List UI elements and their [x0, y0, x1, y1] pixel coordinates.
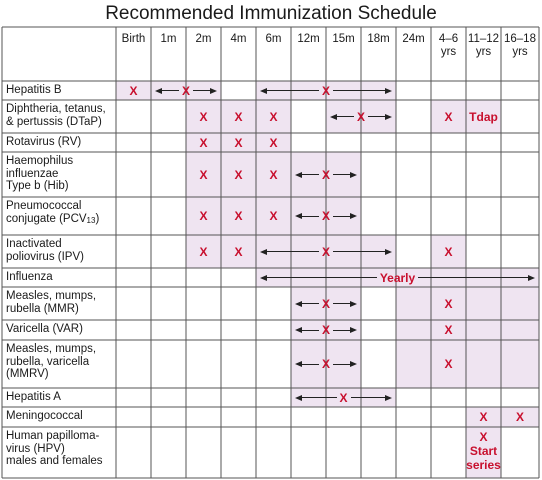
schedule-fill [396, 340, 539, 388]
vaccine-name: Hepatitis A [6, 391, 61, 403]
range-label: X [322, 323, 331, 337]
range-line [302, 174, 319, 175]
range-line [302, 303, 319, 304]
range-label: X [182, 83, 191, 98]
arrow-right-icon [528, 275, 535, 281]
arrow-left-icon [295, 327, 302, 333]
range-line [267, 90, 319, 91]
vaccine-name: Hepatitis B [6, 84, 62, 96]
age-column-header [466, 33, 501, 58]
arrow-left-icon [295, 172, 302, 178]
dose-mark: X [269, 167, 278, 182]
range-line [333, 174, 350, 175]
age-column-header: 18m [367, 33, 390, 45]
age-column-header: 6m [265, 33, 282, 45]
dose-mark: X [199, 167, 208, 182]
dose-range [295, 391, 392, 405]
dose-range [295, 297, 357, 311]
arrow-left-icon [260, 249, 267, 255]
arrow-left-icon [155, 88, 162, 94]
vaccine-name: Human papilloma- virus (HPV) males and females [6, 430, 103, 467]
arrow-left-icon [295, 361, 302, 367]
age-column-header [431, 33, 466, 58]
range-label: X [322, 357, 331, 371]
range-line [351, 397, 386, 398]
arrow-right-icon [385, 88, 392, 94]
dose-mark: X [199, 135, 208, 150]
dose-label: Tdap [469, 109, 498, 124]
range-line [302, 397, 337, 398]
dose-mark: X [444, 357, 453, 371]
arrow-right-icon [210, 88, 217, 94]
age-column-header: 1m [160, 33, 177, 45]
dose-mark: X [234, 135, 243, 150]
hpv-series-label: X Start series [466, 430, 501, 472]
age-column-header: 4m [230, 33, 247, 45]
dose-mark: X [269, 209, 278, 223]
vaccine-name: Haemophilus influenzae Type b (Hib) [6, 155, 74, 192]
range-line [333, 90, 385, 91]
age-unit: yrs [512, 45, 528, 58]
arrow-right-icon [350, 327, 357, 333]
range-line [267, 251, 319, 252]
arrow-right-icon [385, 395, 392, 401]
schedule-fill [396, 320, 539, 340]
dose-mark: X [234, 244, 243, 259]
age-value: 11–12 [467, 33, 500, 45]
dose-mark: X [234, 109, 243, 124]
arrow-right-icon [350, 172, 357, 178]
range-line [302, 216, 319, 217]
dose-range [260, 271, 535, 285]
range-line [418, 277, 528, 278]
arrow-left-icon [260, 88, 267, 94]
dose-mark: X [269, 135, 278, 150]
range-label: X [339, 390, 348, 405]
dose-mark: X [199, 109, 208, 124]
range-line [333, 251, 385, 252]
arrow-right-icon [350, 213, 357, 219]
dose-mark: X [515, 410, 524, 424]
arrow-right-icon [350, 361, 357, 367]
range-line [337, 116, 354, 117]
dose-range [295, 323, 357, 337]
age-column-header: Birth [121, 33, 146, 45]
schedule-fill [396, 287, 539, 320]
vaccine-name: Measles, mumps, rubella, varicella (MMRV) [6, 343, 97, 380]
arrow-right-icon [350, 301, 357, 307]
dose-mark: X [234, 167, 243, 182]
range-line [162, 90, 179, 91]
dose-range [295, 357, 357, 371]
age-unit: yrs [475, 45, 492, 58]
vaccine-name: Measles, mumps, rubella (MMR) [6, 290, 97, 315]
dose-mark: X [199, 209, 208, 223]
dose-mark: X [444, 244, 453, 259]
vaccine-name: Influenza [6, 271, 53, 283]
range-line [333, 330, 350, 331]
arrow-right-icon [385, 114, 392, 120]
range-line [267, 277, 377, 278]
age-value: 4–6 [438, 33, 459, 45]
age-value: 16–18 [504, 33, 536, 45]
range-label: X [322, 83, 331, 98]
arrow-left-icon [295, 395, 302, 401]
dose-mark: X [129, 83, 138, 98]
dose-mark: X [234, 209, 243, 223]
dose-mark: X [199, 244, 208, 259]
range-label: X [322, 296, 331, 311]
dose-mark: X [479, 410, 488, 424]
range-label: X [322, 209, 331, 223]
dose-mark: X [444, 109, 453, 124]
range-line [193, 90, 210, 91]
arrow-right-icon [385, 249, 392, 255]
dose-range [155, 84, 217, 98]
vaccine-name: Inactivated poliovirus (IPV) [6, 238, 84, 263]
arrow-left-icon [295, 301, 302, 307]
dose-range [260, 84, 392, 98]
range-label: X [357, 109, 366, 124]
dose-range [295, 168, 357, 182]
range-line [302, 364, 319, 365]
age-column-header [501, 33, 539, 58]
vaccine-name: Diphtheria, tetanus, & pertussis (DTaP) [6, 103, 106, 128]
arrow-left-icon [330, 114, 337, 120]
range-line [302, 330, 319, 331]
range-label: X [322, 244, 331, 259]
dose-mark: X [444, 323, 453, 337]
range-label: X [322, 167, 331, 182]
age-column-header: 24m [402, 33, 425, 45]
vaccine-name: Varicella (VAR) [6, 323, 83, 335]
range-label: Yearly [379, 270, 416, 285]
vaccine-name: Rotavirus (RV) [6, 136, 82, 148]
dose-mark: X [269, 109, 278, 124]
age-column-header: 12m [297, 33, 320, 45]
vaccine-name: Meningococcal [6, 410, 83, 422]
age-unit: yrs [440, 45, 457, 58]
dose-range [330, 110, 392, 124]
dose-mark: X [444, 296, 453, 311]
page-title: Recommended Immunization Schedule [105, 3, 437, 24]
range-line [333, 364, 350, 365]
arrow-left-icon [260, 275, 267, 281]
age-column-header: 15m [332, 33, 355, 45]
range-line [333, 303, 350, 304]
range-line [368, 116, 385, 117]
arrow-left-icon [295, 213, 302, 219]
age-column-header: 2m [195, 33, 212, 45]
vaccine-name: Pneumococcal conjugate $(PCV_{13})$ [6, 200, 100, 225]
range-line [333, 216, 350, 217]
dose-range [295, 209, 357, 223]
dose-range [260, 245, 392, 259]
